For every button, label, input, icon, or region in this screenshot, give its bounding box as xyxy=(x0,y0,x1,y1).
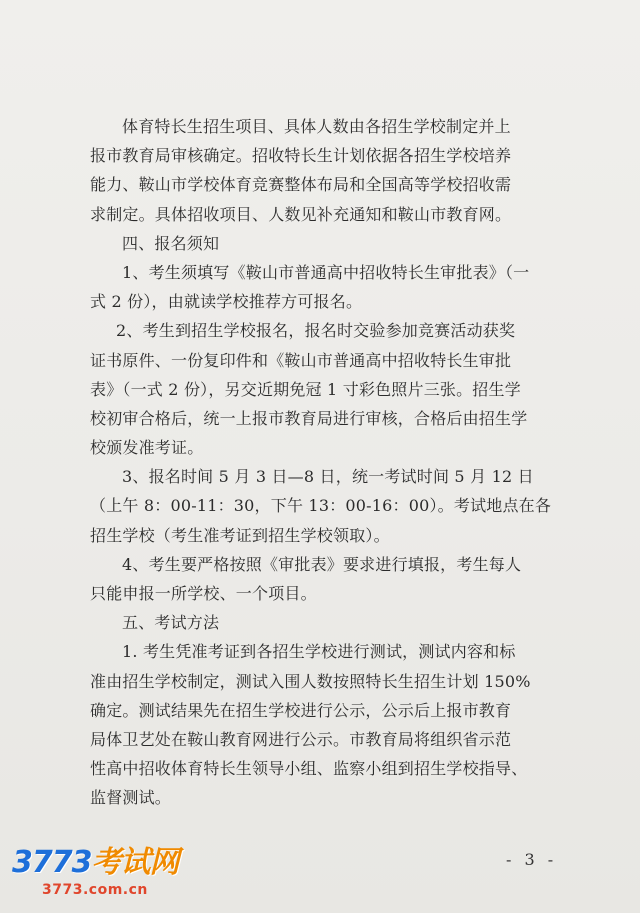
paragraph-line: 1. 考生凭准考证到各招生学校进行测试，测试内容和标 xyxy=(122,642,516,662)
paragraph-line: 求制定。具体招收项目、人数见补充通知和鞍山市教育网。 xyxy=(90,204,512,224)
paragraph-line: 性高中招收体育特长生领导小组、监察小组到招生学校指导、 xyxy=(90,759,528,779)
paragraph-line: 报市教育局审核确定。招收特长生计划依据各招生学校培养 xyxy=(90,146,512,166)
paragraph-line: 能力、鞍山市学校体育竞赛整体布局和全国高等学校招收需 xyxy=(90,175,512,195)
section-heading-exam-method: 五、考试方法 xyxy=(122,613,220,633)
page-number: - 3 - xyxy=(506,850,558,869)
paragraph-line: 只能申报一所学校、一个项目。 xyxy=(90,584,317,603)
paragraph-line: 监督测试。 xyxy=(90,788,172,808)
paragraph-line: 确定。测试结果先在招生学校进行公示，公示后上报市教育 xyxy=(90,700,512,720)
watermark-url: 3773.com.cn xyxy=(42,882,148,898)
paragraph-line: （上午 8：00-11：30，下午 13：00-16：00）。考试地点在各 xyxy=(90,496,552,516)
paragraph-line: 体育特长生招生项目、具体人数由各招生学校制定并上 xyxy=(122,117,511,136)
paragraph-line: 3、报名时间 5 月 3 日—8 日，统一考试时间 5 月 12 日 xyxy=(122,467,534,487)
section-heading-registration: 四、报名须知 xyxy=(122,233,220,253)
paragraph-line: 校初审合格后，统一上报市教育局进行审核，合格后由招生学 xyxy=(90,408,528,428)
document-body xyxy=(90,112,572,813)
watermark-logo-number: 3773 xyxy=(12,845,92,880)
paragraph-line: 式 2 份），由就读学校推荐方可报名。 xyxy=(90,292,363,312)
paragraph-line: 表》（一式 2 份），另交近期免冠 1 寸彩色照片三张。招生学 xyxy=(90,379,521,399)
paragraph-line: 局体卫艺处在鞍山教育网进行公示。市教育局将组织省示范 xyxy=(90,729,512,749)
paragraph-line: 准由招生学校制定，测试入围人数按照特长生招生计划 150% xyxy=(90,671,531,691)
paragraph-line: 4、考生要严格按照《审批表》要求进行填报，考生每人 xyxy=(122,554,522,574)
watermark-logo xyxy=(12,846,179,880)
watermark-logo-text: 考试网 xyxy=(91,845,179,880)
paragraph-line: 招生学校（考生准考证到招生学校领取）。 xyxy=(90,525,390,545)
paragraph-line: 2、考生到招生学校报名，报名时交验参加竞赛活动获奖 xyxy=(116,321,516,341)
site-watermark xyxy=(12,846,182,902)
paragraph-line: 校颁发准考证。 xyxy=(90,438,204,458)
paragraph-line: 证书原件、一份复印件和《鞍山市普通高中招收特长生审批 xyxy=(90,350,512,370)
paragraph-line: 1、考生须填写《鞍山市普通高中招收特长生审批表》（一 xyxy=(122,262,530,282)
